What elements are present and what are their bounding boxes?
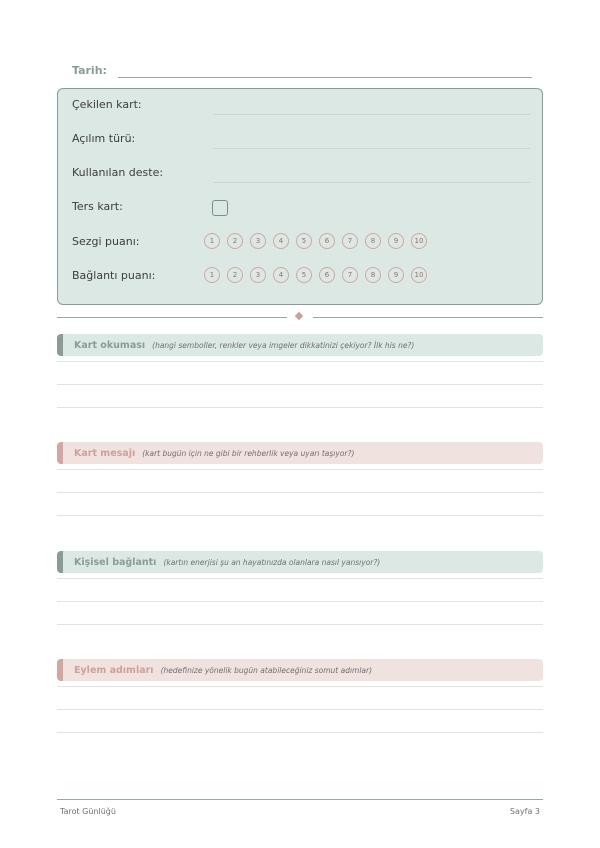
deck-input-line[interactable] bbox=[213, 182, 530, 183]
section-hint: (hangi semboller, renkler veya imgeler dikkatinizi çekiyor? İlk his ne?) bbox=[152, 340, 415, 350]
writing-line[interactable] bbox=[57, 624, 543, 625]
divider-line-right bbox=[313, 317, 543, 318]
section-header bbox=[57, 659, 543, 681]
section-accent-bar bbox=[57, 551, 63, 573]
intuition-score-option[interactable]: 4 bbox=[273, 233, 289, 249]
intuition-score-option[interactable]: 7 bbox=[342, 233, 358, 249]
section-accent-bar bbox=[57, 334, 63, 356]
section-accent-bar bbox=[57, 442, 63, 464]
intuition-score-option[interactable]: 1 bbox=[204, 233, 220, 249]
writing-line[interactable] bbox=[57, 384, 543, 385]
writing-line[interactable] bbox=[57, 686, 543, 687]
connection-score-option[interactable]: 8 bbox=[365, 267, 381, 283]
section-header bbox=[57, 551, 543, 573]
connection-score-scale bbox=[204, 267, 427, 283]
writing-line[interactable] bbox=[57, 515, 543, 516]
writing-line[interactable] bbox=[57, 709, 543, 710]
writing-line[interactable] bbox=[57, 469, 543, 470]
section-personal-connection bbox=[57, 551, 543, 573]
connection-score-option[interactable]: 3 bbox=[250, 267, 266, 283]
diamond-icon bbox=[295, 312, 303, 320]
connection-score-option[interactable]: 5 bbox=[296, 267, 312, 283]
drawn-card-label: Çekilen kart: bbox=[72, 98, 142, 111]
connection-score-option[interactable]: 9 bbox=[388, 267, 404, 283]
section-title: Kişisel bağlantı bbox=[74, 556, 157, 568]
drawn-card-input-line[interactable] bbox=[213, 114, 530, 115]
section-hint: (kartın enerjisi şu an hayatınızda olanlara nasıl yansıyor?) bbox=[163, 557, 381, 567]
section-title: Kart okuması bbox=[74, 339, 146, 351]
section-action-steps bbox=[57, 659, 543, 681]
section-card-message bbox=[57, 442, 543, 464]
writing-line[interactable] bbox=[57, 361, 543, 362]
intuition-score-option[interactable]: 5 bbox=[296, 233, 312, 249]
writing-line[interactable] bbox=[57, 407, 543, 408]
writing-line[interactable] bbox=[57, 578, 543, 579]
writing-line[interactable] bbox=[57, 732, 543, 733]
intuition-score-option[interactable]: 6 bbox=[319, 233, 335, 249]
card-info-box bbox=[57, 88, 543, 305]
footer-divider bbox=[57, 799, 543, 800]
footer-journal-title: Tarot Günlüğü bbox=[60, 807, 116, 816]
writing-line[interactable] bbox=[57, 601, 543, 602]
section-title: Kart mesajı bbox=[74, 447, 136, 459]
spread-type-label: Açılım türü: bbox=[72, 132, 136, 145]
section-title: Eylem adımları bbox=[74, 664, 154, 676]
date-row bbox=[72, 62, 532, 80]
spread-type-input-line[interactable] bbox=[213, 148, 530, 149]
writing-line[interactable] bbox=[57, 492, 543, 493]
intuition-score-option[interactable]: 3 bbox=[250, 233, 266, 249]
connection-score-option[interactable]: 7 bbox=[342, 267, 358, 283]
deck-label: Kullanılan deste: bbox=[72, 166, 164, 179]
section-hint: (hedefinize yönelik bugün atabileceğiniz somut adımlar) bbox=[160, 665, 373, 675]
section-header bbox=[57, 334, 543, 356]
section-hint: (kart bugün için ne gibi bir rehberlik veya uyarı taşıyor?) bbox=[142, 448, 355, 458]
intuition-score-option[interactable]: 10 bbox=[411, 233, 427, 249]
intuition-score-label: Sezgi puanı: bbox=[72, 235, 140, 248]
intuition-score-option[interactable]: 8 bbox=[365, 233, 381, 249]
intuition-score-option[interactable]: 2 bbox=[227, 233, 243, 249]
connection-score-option[interactable]: 4 bbox=[273, 267, 289, 283]
date-input-line[interactable] bbox=[118, 77, 532, 78]
footer-page-number: Sayfa 3 bbox=[509, 807, 540, 816]
connection-score-option[interactable]: 2 bbox=[227, 267, 243, 283]
section-header bbox=[57, 442, 543, 464]
reversed-card-checkbox[interactable] bbox=[212, 200, 228, 216]
ornament-divider bbox=[57, 312, 543, 322]
connection-score-option[interactable]: 10 bbox=[411, 267, 427, 283]
connection-score-label: Bağlantı puanı: bbox=[72, 269, 156, 282]
reversed-card-label: Ters kart: bbox=[72, 200, 123, 213]
date-label: Tarih: bbox=[72, 64, 107, 77]
intuition-score-option[interactable]: 9 bbox=[388, 233, 404, 249]
divider-line-left bbox=[57, 317, 287, 318]
section-card-reading bbox=[57, 334, 543, 356]
section-accent-bar bbox=[57, 659, 63, 681]
intuition-score-scale bbox=[204, 233, 427, 249]
connection-score-option[interactable]: 6 bbox=[319, 267, 335, 283]
connection-score-option[interactable]: 1 bbox=[204, 267, 220, 283]
